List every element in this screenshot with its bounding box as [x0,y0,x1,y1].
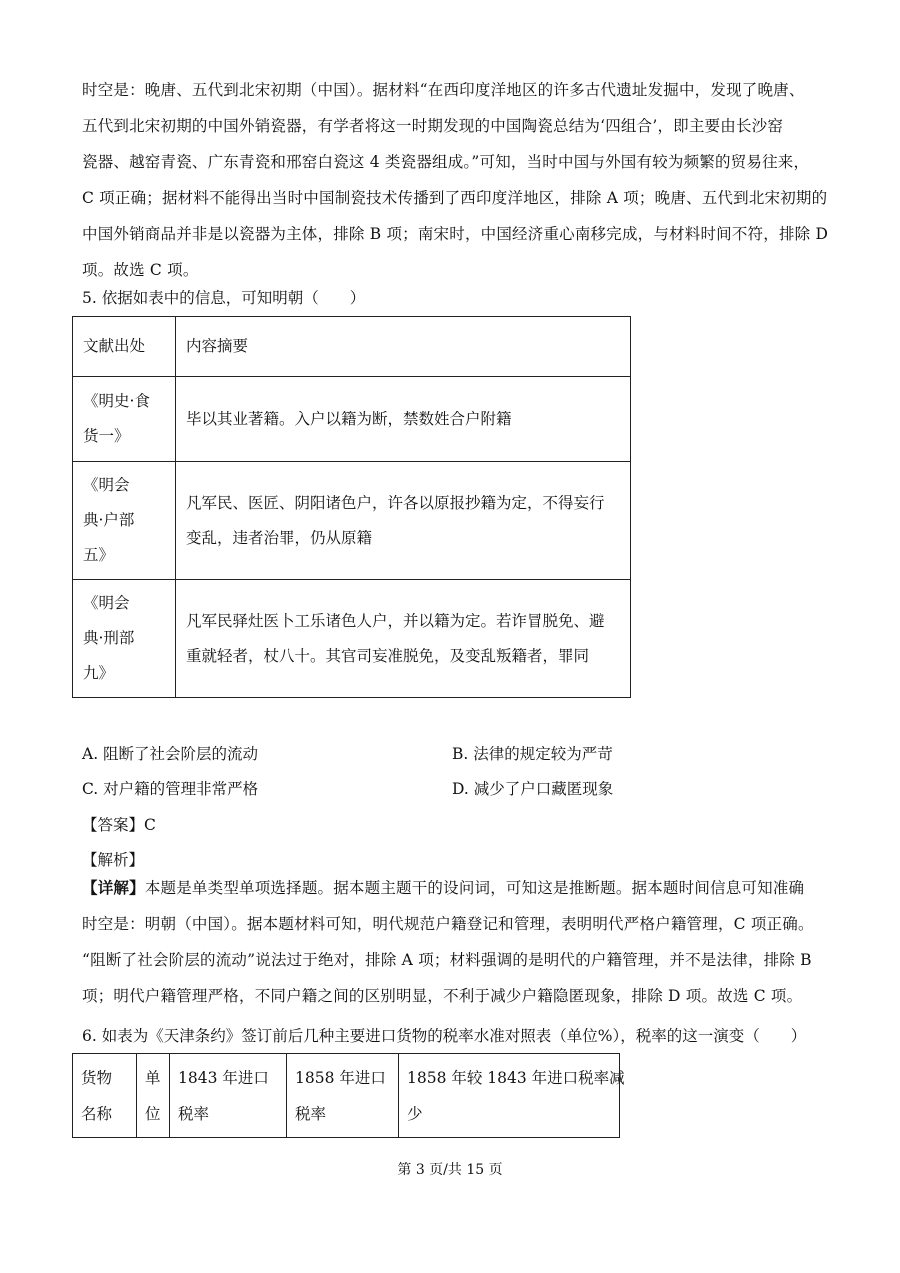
option-a: A. 阻断了社会阶层的流动 [82,745,259,763]
table-row [73,377,631,462]
table-cell-source: 《明会 典·刑部 九》 [73,580,176,698]
text-line: 时空是：明朝（中国）。据本题材料可知，明代规范户籍登记和管理，表明明代严格户籍管理，C 项正确。 [82,915,814,933]
explanation-q4 [82,72,829,288]
table-cell-source: 《明史·食 货一》 [73,377,176,462]
table-header-cell: 文献出处 [73,317,176,377]
table-cell-content: 毕以其业著籍。入户以籍为断，禁数姓合户附籍 [176,377,631,462]
page-footer: 第 3 页/共 15 页 [397,1162,503,1178]
table-header-cell: 1858 年进口 税率 [287,1054,399,1138]
option-b: B. 法律的规定较为严苛 [452,745,613,763]
table-row [73,462,631,580]
question-6-table [72,1053,625,1138]
table-header-cell: 1843 年进口 税率 [170,1054,287,1138]
table-header-row [73,1054,620,1138]
option-d: D. 减少了户口藏匿现象 [452,780,614,798]
question-5-table [72,316,631,698]
question-6-stem: 6. 如表为《天津条约》签订前后几种主要进口货物的税率水准对照表（单位%），税率的这一演变（ ） [82,1027,807,1045]
text-line: 项。故选 C 项。 [82,261,199,279]
table-header-cell: 单 位 [137,1054,170,1138]
detail-label: 【详解】 [82,878,145,897]
table-cell-content: 凡军民、医匠、阴阳诸色户，许各以原报抄籍为定，不得妄行 变乱，违者治罪，仍从原籍 [176,462,631,580]
detail-explanation-q5 [82,870,822,1014]
text-line: 【详解】本题是单类型单项选择题。据本题主题干的设问词，可知这是推断题。据本题时间信息可知准确 [82,878,805,897]
table-header-row [73,317,631,377]
text-line: 中国外销商品并非是以瓷器为主体，排除 B 项；南宋时，中国经济重心南移完成，与材料时间不符，排除 D [82,225,829,243]
option-c: C. 对户籍的管理非常严格 [82,780,259,798]
analysis-label: 【解析】 [82,851,145,869]
text-line: 瓷器、越窑青瓷、广东青瓷和邢窑白瓷这 4 类瓷器组成。”可知，当时中国与外国有较为频繁的贸易往来， [82,153,810,171]
text-line: C 项正确；据材料不能得出当时中国制瓷技术传播到了西印度洋地区，排除 A 项；晚唐、五代到北宋初期的 [82,189,828,207]
table-header-cell: 1858 年较 1843 年进口税率减 少 [399,1054,620,1138]
table-cell-source: 《明会 典·户部 五》 [73,462,176,580]
question-5-stem: 5. 依据如表中的信息，可知明朝（ ） [82,289,366,307]
text-line: “阻断了社会阶层的流动”说法过于绝对，排除 A 项；材料强调的是明代的户籍管理，并不是法律，排除 B [82,951,812,969]
table-row [73,580,631,698]
text-line: 项；明代户籍管理严格，不同户籍之间的区别明显，不利于减少户籍隐匿现象，排除 D 项。故选 C 项。 [82,987,803,1005]
answer-label: 【答案】C [82,816,156,834]
text-line: 时空是：晚唐、五代到北宋初期（中国）。据材料“在西印度洋地区的许多古代遗址发掘中，发现了晚唐、 [82,81,805,99]
table-header-cell: 货物 名称 [73,1054,137,1138]
text-line: 五代到北宋初期的中国外销瓷器，有学者将这一时期发现的中国陶瓷总结为‘四组合’，即主要由长沙窑 [82,117,784,135]
table-cell-content: 凡军民驿灶医卜工乐诸色人户，并以籍为定。若诈冒脱免、避 重就轻者，杖八十。其官司妄准脱免，及变乱叛籍者，罪同 [176,580,631,698]
table-header-cell: 内容摘要 [176,317,631,377]
